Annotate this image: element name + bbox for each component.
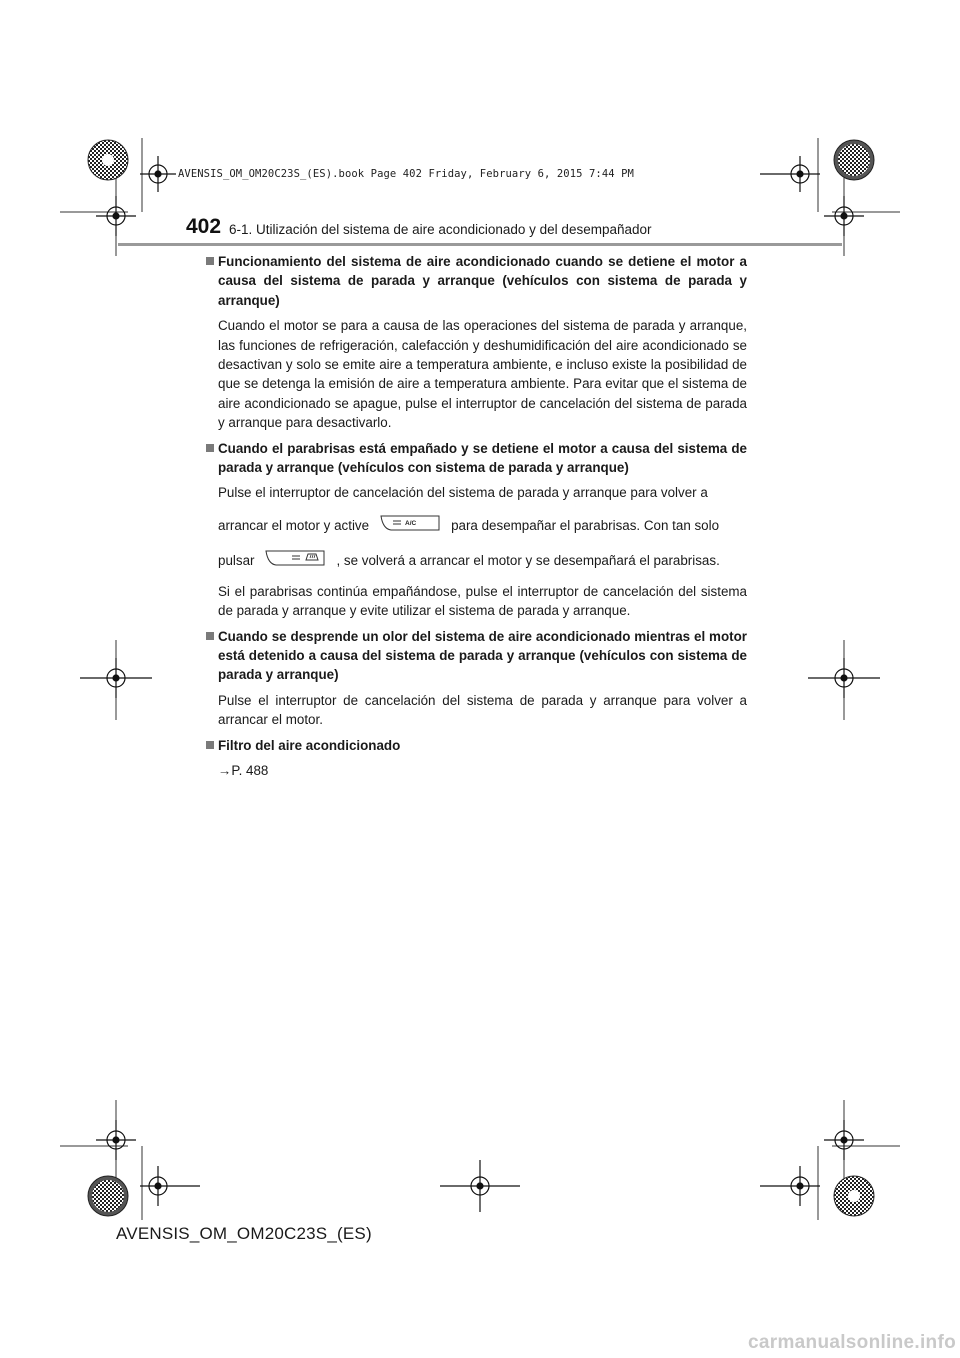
body-line-with-ac-button bbox=[218, 513, 747, 538]
section-heading: Cuando se desprende un olor del sistema de aire acondicionado mientras el motor está detenido a causa del sistema de parada y arranque (vehículos con sistema de parada y arranque) bbox=[218, 628, 747, 683]
crosshair-bottom-right-a bbox=[824, 1120, 864, 1160]
crosshair-top-left-a bbox=[140, 156, 176, 192]
body-text: arrancar el motor y active bbox=[218, 517, 370, 533]
page-number: 402 bbox=[186, 215, 222, 238]
body-line bbox=[218, 483, 747, 502]
page-reference-link[interactable]: →P. 488 bbox=[218, 762, 269, 778]
section-ac-filter bbox=[209, 736, 747, 781]
section-ac-odor bbox=[209, 627, 747, 730]
body-text: , se volverá a arrancar el motor y se desempañará el parabrisas. bbox=[336, 553, 720, 569]
crosshair-top-left-b bbox=[96, 196, 136, 236]
section-stop-start-ac bbox=[209, 252, 747, 433]
body-text: para desempañar el parabrisas. Con tan solo bbox=[451, 517, 720, 533]
section-bullet-icon bbox=[206, 257, 214, 265]
crosshair-mid-left bbox=[80, 658, 152, 698]
section-heading: Filtro del aire acondicionado bbox=[218, 737, 401, 753]
header-rule bbox=[118, 243, 842, 246]
starburst-mark-bottom-left bbox=[88, 1176, 128, 1216]
starburst-mark-top-right bbox=[834, 140, 874, 180]
crosshair-bottom-left-b bbox=[140, 1166, 200, 1206]
svg-text:A/C: A/C bbox=[405, 519, 417, 527]
book-file-stamp: AVENSIS_OM_OM20C23S_(ES).book Page 402 Friday, February 6, 2015 7:44 PM bbox=[178, 168, 634, 180]
crosshair-bottom-center bbox=[440, 1160, 520, 1212]
section-bullet-icon bbox=[206, 632, 214, 640]
windshield-defroster-icon bbox=[264, 548, 326, 573]
body-text: Pulse el interruptor de cancelación del sistema de parada y arranque para volver a bbox=[218, 485, 708, 501]
crosshair-top-right-a bbox=[760, 156, 820, 192]
starburst-mark-bottom-right bbox=[834, 1176, 874, 1216]
section-heading: Cuando el parabrisas está empañado y se detiene el motor a causa del sistema de parada y arranque (vehículos con sistema de parada y arranque) bbox=[218, 440, 747, 476]
section-body: Cuando el motor se para a causa de las operaciones del sistema de parada y arranque, las funciones de refrigeración, calefacción y deshumidificación del aire acondicionado se desactivan y solo se emite aire a temperatura ambiente, e incluso existe la posibilidad de que se detenga la emisión de aire a temperatura ambiente. Para evitar que el sistema de aire acondicionado se apague, pulse el interruptor de cancelación del sistema de parada y arranque para desactivarlo. bbox=[218, 318, 747, 431]
crosshair-bottom-right-b bbox=[760, 1166, 820, 1206]
section-body: Si el parabrisas continúa empañándose, pulse el interruptor de cancelación del sistema de parada y arranque y evite utilizar el sistema de parada y arranque. bbox=[218, 583, 747, 619]
crosshair-mid-right bbox=[808, 658, 880, 698]
section-bullet-icon bbox=[206, 444, 214, 452]
crosshair-top-right-b bbox=[824, 196, 864, 236]
document-id-footer: AVENSIS_OM_OM20C23S_(ES) bbox=[116, 1224, 372, 1243]
section-body: Pulse el interruptor de cancelación del sistema de parada y arranque para volver a arrancar el motor. bbox=[218, 692, 747, 728]
section-heading: Funcionamiento del sistema de aire acondicionado cuando se detiene el motor a causa del sistema de parada y arranque (vehículos con sistema de parada y arranque) bbox=[218, 254, 747, 308]
body-text: pulsar bbox=[218, 553, 255, 569]
ac-button-icon bbox=[379, 513, 441, 538]
main-content bbox=[209, 252, 747, 786]
section-bullet-icon bbox=[206, 741, 214, 749]
starburst-mark-top-left bbox=[88, 140, 128, 180]
section-fogged-windshield bbox=[209, 439, 747, 621]
running-section-title: 6-1. Utilización del sistema de aire acondicionado y del desempañador bbox=[229, 222, 652, 237]
site-watermark: carmanualsonline.info bbox=[748, 1332, 956, 1353]
crosshair-bottom-left-a bbox=[96, 1120, 136, 1160]
body-line-with-defrost-button bbox=[218, 548, 747, 573]
